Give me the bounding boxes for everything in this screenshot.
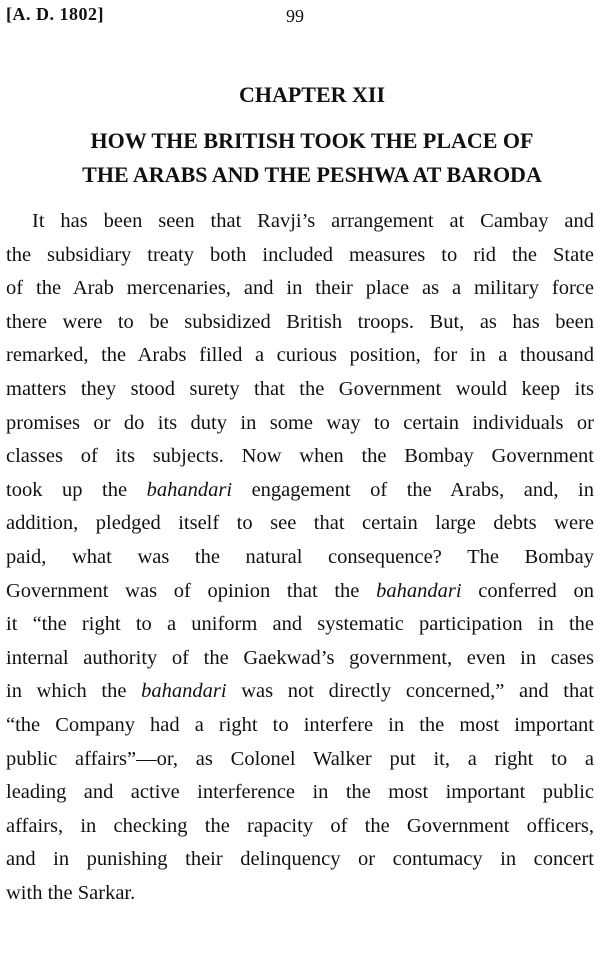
- text-run: Government was of opinion that the: [6, 579, 377, 602]
- text-run: in which the: [6, 680, 142, 703]
- text-run: engagement of the Arabs, and, in: [232, 478, 594, 501]
- text-line: with the Sarkar.: [6, 881, 136, 904]
- text-line: [6, 474, 594, 508]
- text-line: remarked, the Arabs filled a curious position, for in a thousand: [6, 344, 594, 367]
- italic-term: bahandari: [146, 478, 233, 501]
- italic-term: bahandari: [141, 680, 227, 703]
- text-line: addition, pledged itself to see that certain large debts were: [6, 512, 594, 535]
- text-line: paid, what was the natural consequence? The Bombay: [6, 545, 594, 568]
- text-line: internal authority of the Gaekwad’s government, even in cases: [6, 646, 594, 669]
- text-line: It has been seen that Ravji’s arrangement at Cambay and: [32, 210, 594, 232]
- running-head: [A. D. 1802]: [6, 4, 104, 24]
- text-line: classes of its subjects. Now when the Bombay Government: [6, 445, 594, 468]
- text-line: of the Arab mercenaries, and in their place as a military force: [6, 277, 594, 300]
- text-line: and in punishing their delinquency or contumacy in concert: [6, 848, 594, 871]
- text-line: the subsidiary treaty both included measures to rid the State: [6, 243, 594, 266]
- body-paragraph: [6, 205, 594, 910]
- text-run: was not directly concerned,” and that: [226, 680, 594, 703]
- text-line: there were to be subsidized British troops. But, as has been: [6, 310, 594, 333]
- text-line: promises or do its duty in some way to certain individuals or: [6, 411, 594, 434]
- chapter-number: CHAPTER XII: [238, 82, 386, 107]
- text-line: [6, 575, 594, 609]
- text-line: public affairs”—or, as Colonel Walker put it, a right to a: [6, 747, 594, 770]
- chapter-heading: [0, 124, 600, 192]
- chapter-heading-line: HOW THE BRITISH TOOK THE PLACE OF: [90, 128, 534, 153]
- page-number: 99: [286, 6, 304, 26]
- text-line: “the Company had a right to interfere in the most important: [6, 713, 594, 736]
- chapter-heading-line: THE ARABS AND THE PESHWA AT BARODA: [82, 162, 542, 187]
- text-line: leading and active interference in the most important public: [6, 781, 594, 804]
- text-line: it “the right to a uniform and systematic participation in the: [6, 613, 594, 636]
- text-run: conferred on: [461, 579, 594, 602]
- text-line: matters they stood surety that the Government would keep its: [6, 377, 594, 400]
- text-line: affairs, in checking the rapacity of the Government officers,: [6, 814, 594, 837]
- text-line: [6, 675, 594, 709]
- text-run: took up the: [6, 478, 147, 501]
- italic-term: bahandari: [376, 579, 462, 602]
